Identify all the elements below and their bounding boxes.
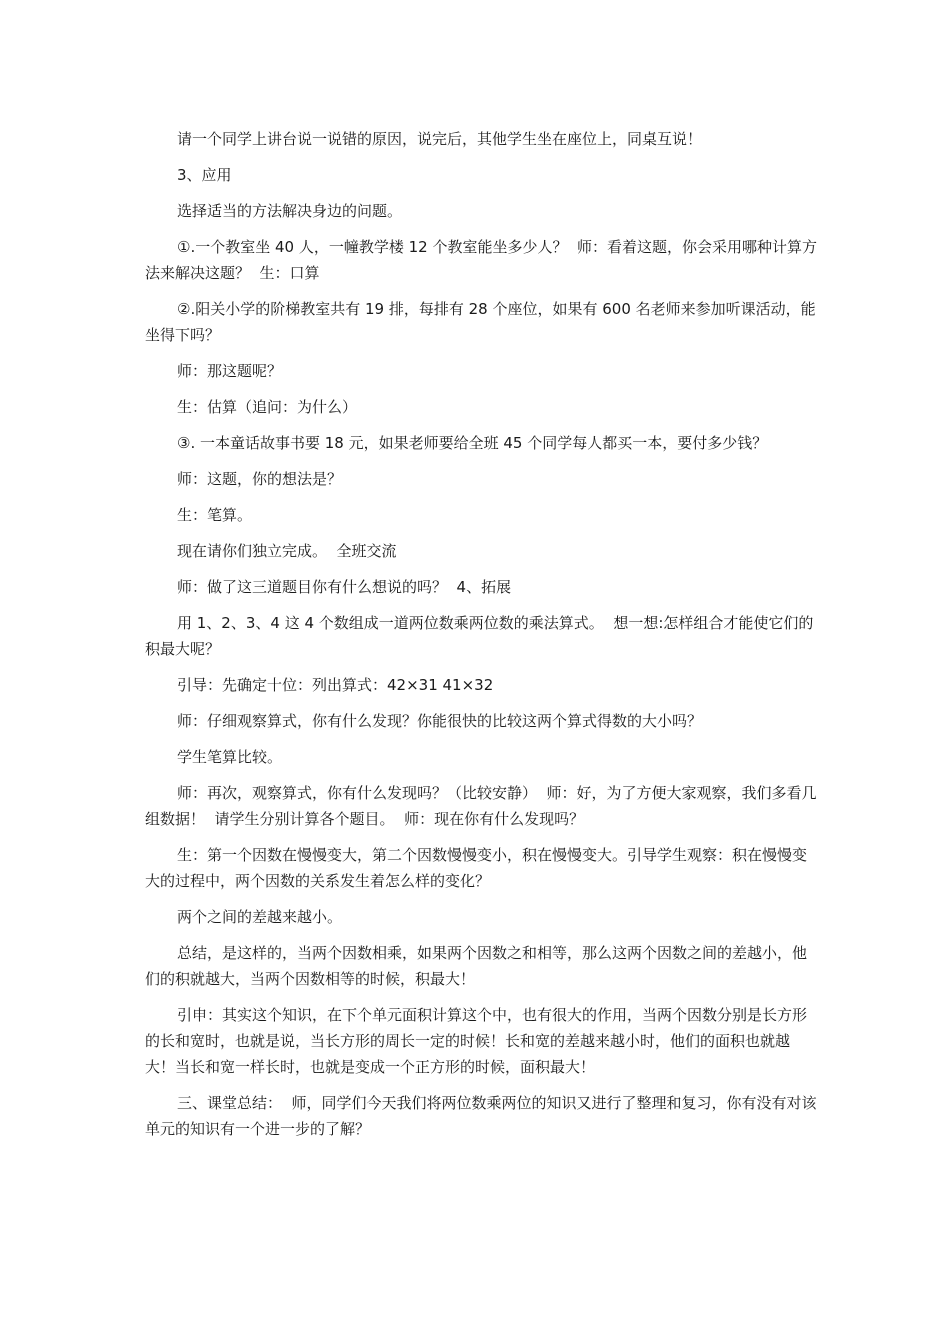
paragraph: 师：再次，观察算式，你有什么发现吗？（比较安静） 师：好，为了方便大家观察，我们多看几组数据！ 请学生分别计算各个题目。 师：现在你有什么发现吗？ xyxy=(145,784,817,828)
paragraph: 两个之间的差越来越小。 xyxy=(177,908,343,926)
paragraph: 引导：先确定十位：列出算式：42×31 41×32 xyxy=(177,676,494,694)
paragraph: 师：这题，你的想法是？ xyxy=(177,470,343,488)
paragraph: ③. 一本童话故事书要 18 元，如果老师要给全班 45 个同学每人都买一本，要付多少钱？ xyxy=(177,434,768,452)
paragraph: 总结，是这样的，当两个因数相乘，如果两个因数之和相等，那么这两个因数之间的差越小，他们的积就越大，当两个因数相等的时候，积最大！ xyxy=(145,944,808,988)
paragraph: 请一个同学上讲台说一说错的原因，说完后，其他学生坐在座位上，同桌互说！ xyxy=(177,130,703,148)
paragraph: 学生笔算比较。 xyxy=(177,748,283,766)
paragraph: 现在请你们独立完成。 全班交流 xyxy=(177,542,397,560)
section-heading: 三、课堂总结： 师，同学们今天我们将两位数乘两位的知识又进行了整理和复习，你有没有对该单元的知识有一个进一步的了解？ xyxy=(145,1094,817,1138)
paragraph: 生：第一个因数在慢慢变大，第二个因数慢慢变小，积在慢慢变大。引导学生观察：积在慢慢变大的过程中，两个因数的关系发生着怎么样的变化？ xyxy=(145,846,808,890)
paragraph: 生：笔算。 xyxy=(177,506,253,524)
document-body xyxy=(145,126,817,1152)
paragraph: ②.阳关小学的阶梯教室共有 19 排，每排有 28 个座位，如果有 600 名老师来参加听课活动，能坐得下吗？ xyxy=(145,300,816,344)
paragraph: ①.一个教室坐 40 人，一幢教学楼 12 个教室能坐多少人？ 师：看着这题，你会采用哪种计算方法来解决这题？ 生：口算 xyxy=(145,238,818,282)
paragraph: 师：那这题呢？ xyxy=(177,362,283,380)
paragraph: 师：做了这三道题目你有什么想说的吗？ 4、拓展 xyxy=(177,578,512,596)
paragraph: 用 1、2、3、4 这 4 个数组成一道两位数乘两位数的乘法算式。 想一想:怎样组合才能使它们的积最大呢？ xyxy=(145,614,814,658)
section-heading: 3、应用 xyxy=(177,166,232,184)
paragraph: 生：估算（追问：为什么） xyxy=(177,398,358,416)
paragraph: 引申：其实这个知识，在下个单元面积计算这个中，也有很大的作用，当两个因数分别是长方形的长和宽时，也就是说，当长方形的周长一定的时候！长和宽的差越来越小时，他们的面积也就越大！当长和宽一样长时，也就是变成一个正方形的时候，面积最大！ xyxy=(145,1006,808,1076)
paragraph: 师：仔细观察算式，你有什么发现？你能很快的比较这两个算式得数的大小吗？ xyxy=(177,712,703,730)
paragraph: 选择适当的方法解决身边的问题。 xyxy=(177,202,403,220)
